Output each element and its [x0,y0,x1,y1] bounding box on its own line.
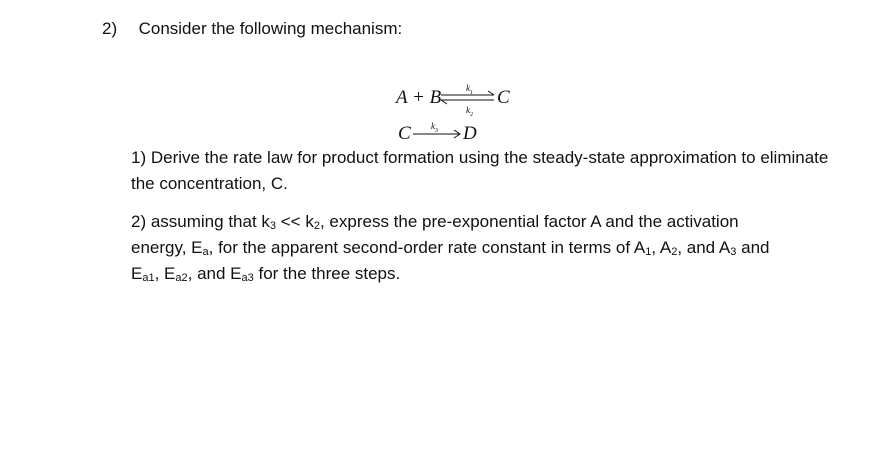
question-heading [102,18,402,40]
step2-reactant: C [398,123,411,144]
part-2-line-3: $E_{a1}$, $E_{a2}$, and $E_{a3}$ for the three steps. [131,264,401,284]
equilibrium-arrows [441,91,497,105]
cut-off-header [60,0,460,4]
part-2-text [131,209,831,287]
step1-k-reverse: $k_2$ [466,105,473,118]
part-2-line-1: 2) assuming that $k_3 << k_2$, express the pre-exponential factor A and the activation [131,212,739,232]
step2-k: $k_3$ [431,121,438,134]
part-1-text: 1) Derive the rate law for product formation using the steady-state approximation to eliminate the concentration, C. [131,148,829,193]
step1-k-forward: $k_1$ [466,83,473,96]
part-2-line-2: energy, $E_a$, for the apparent second-order rate constant in terms of $A_1$, $A_2$, and $A_3$ and [131,238,770,258]
step1-reactants: A + B [396,87,442,108]
question-number: 2) [102,19,118,38]
step1-product: C [497,87,510,108]
forward-arrow [413,129,463,141]
question-title: Consider the following mechanism: [138,19,403,38]
step2-product: D [463,123,477,144]
